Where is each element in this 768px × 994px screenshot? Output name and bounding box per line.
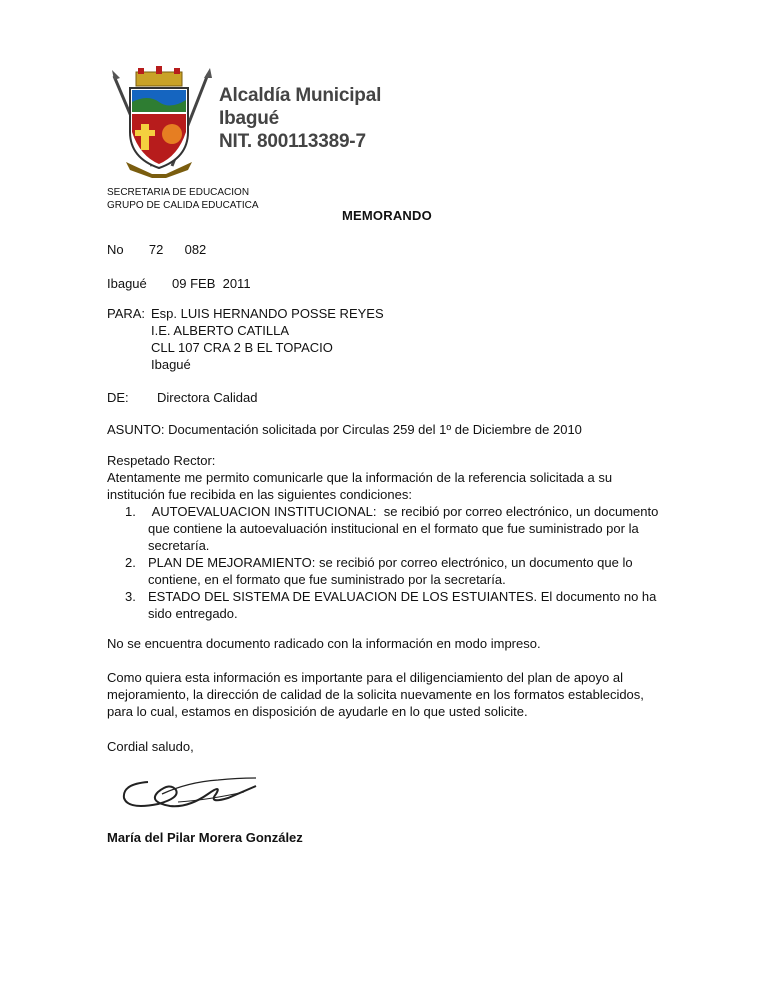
memo-date-line [107,275,251,292]
list-item-number: 1. [125,504,136,519]
list-item-number: 2. [125,555,136,570]
para-label: PARA: [107,306,146,321]
list-item [107,588,667,622]
recipient-line-2: I.E. ALBERTO CATILLA [151,323,290,338]
department-name: SECRETARIA DE EDUCACION [107,187,250,198]
recipient-line-3: CLL 107 CRA 2 B EL TOPACIO [151,340,333,355]
greeting: Respetado Rector: [107,453,216,468]
subject: ASUNTO: Documentación solicitada por Circulas 259 del 1º de Diciembre de 2010 [107,422,582,437]
memo-number [107,241,206,258]
closing-paragraph: Como quiera esta información es importante para el diligenciamiento del plan de apoyo al mejoramiento, la dirección de calidad de la solicita nuevamente en los formatos establecidos, para lo cual, estamos en disposición de ayudarle en lo que usted solicite. [107,670,644,719]
recipient-line-4: Ibagué [151,357,191,372]
signer-name: María del Pilar Morera González [107,830,303,845]
list-item-number: 3. [125,589,136,604]
de-label: DE: [107,390,129,405]
list-item-text: ESTADO DEL SISTEMA DE EVALUACION DE LOS ESTUIANTES. El documento no ha sido entregado. [148,589,657,621]
logo-line-1: Alcaldía Municipal [219,85,382,106]
recipient-line-1: Esp. LUIS HERNANDO POSSE REYES [151,306,384,321]
intro-block [107,452,662,503]
logo-line-3: NIT. 800113389-7 [219,131,366,152]
number-part-a: 72 [148,242,164,257]
memo-date: 09 FEB 2011 [172,276,251,291]
list-item-text: PLAN DE MEJORAMIENTO: se recibió por correo electrónico, un documento que lo contiene, en el formato que fue suministrado por la secretaría. [148,555,633,587]
list-item [107,503,667,554]
list-item-text: AUTOEVALUACION INSTITUCIONAL: se recibió por correo electrónico, un documento que contiene la autoevaluación institucional en el formato que fue suministrado por la secretaría. [148,504,662,553]
logo-line-2: Ibagué [219,108,280,129]
number-label: No [107,242,124,257]
logo-wordmark [219,84,381,153]
no-printed-note: No se encuentra documento radicado con la información en modo impreso. [107,636,541,651]
handwritten-signature [118,772,258,814]
conditions-list [107,503,667,622]
city: Ibagué [107,276,147,291]
memo-title: MEMORANDO [342,208,432,223]
de-value: Directora Calidad [157,390,258,405]
number-part-b: 082 [184,242,207,257]
list-item [107,554,667,588]
group-name: GRUPO DE CALIDA EDUCATICA [107,200,259,211]
intro-paragraph: Atentamente me permito comunicarle que la información de la referencia solicitada a su institución fue recibida en las siguientes condiciones: [107,470,613,502]
closing-salutation: Cordial saludo, [107,739,194,754]
